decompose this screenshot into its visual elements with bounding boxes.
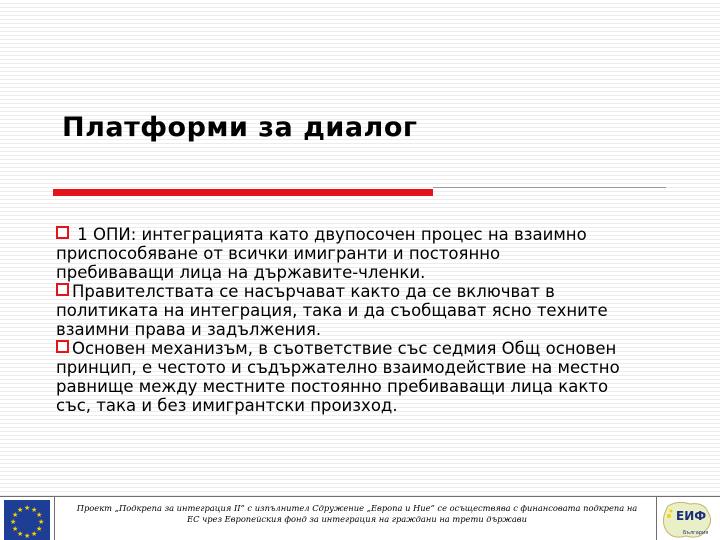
bullet-list	[56, 225, 666, 415]
bullet-text: Основен механизъм, в съответствие със седмия Общ основен принцип, е честото и съдържателно взаимодействие на местно равнище между местните постоянно пребиваващи лица както със, така и без имигрантски произход.	[56, 339, 620, 415]
bullet-item	[56, 282, 666, 339]
bullet-item	[56, 339, 666, 415]
bullet-text: 1 ОПИ: интеграцията като двупосочен процес на взаимно приспособяване от всички имигранти и постоянно пребиваващи лица на държавите-членки.	[56, 225, 587, 282]
title-underline-grey	[433, 187, 666, 188]
eu-flag-icon: ★ ★ ★ ★ ★ ★ ★ ★ ★ ★ ★ ★	[4, 500, 50, 540]
bullet-box-icon	[56, 226, 69, 239]
title-underline-red	[53, 189, 433, 196]
bullet-item	[56, 225, 666, 282]
footer-divider	[0, 496, 720, 497]
footer-text	[62, 503, 652, 525]
eif-logo-label: ЕИФ	[676, 509, 707, 523]
eif-logo-sublabel: България	[683, 530, 709, 536]
footer-text-line1: Проект „Подкрепа за интеграция II” с изпълнител Сдружение „Европа и Ние” се осъществява с финансовата подкрепа на	[76, 503, 638, 513]
slide-title: Платформи за диалог	[62, 112, 418, 143]
bullet-box-icon	[56, 283, 69, 296]
footer-separator-right	[656, 497, 657, 540]
footer-text-line2: ЕС чрез Европейския фонд за интеграция на граждани на трети държави	[187, 514, 527, 524]
footer-separator-left	[54, 497, 55, 540]
bullet-box-icon	[56, 340, 69, 353]
bullet-text: Правителствата се насърчават както да се включват в политиката на интеграция, така и да съобщават ясно техните взаимни права и задължения.	[56, 282, 608, 339]
